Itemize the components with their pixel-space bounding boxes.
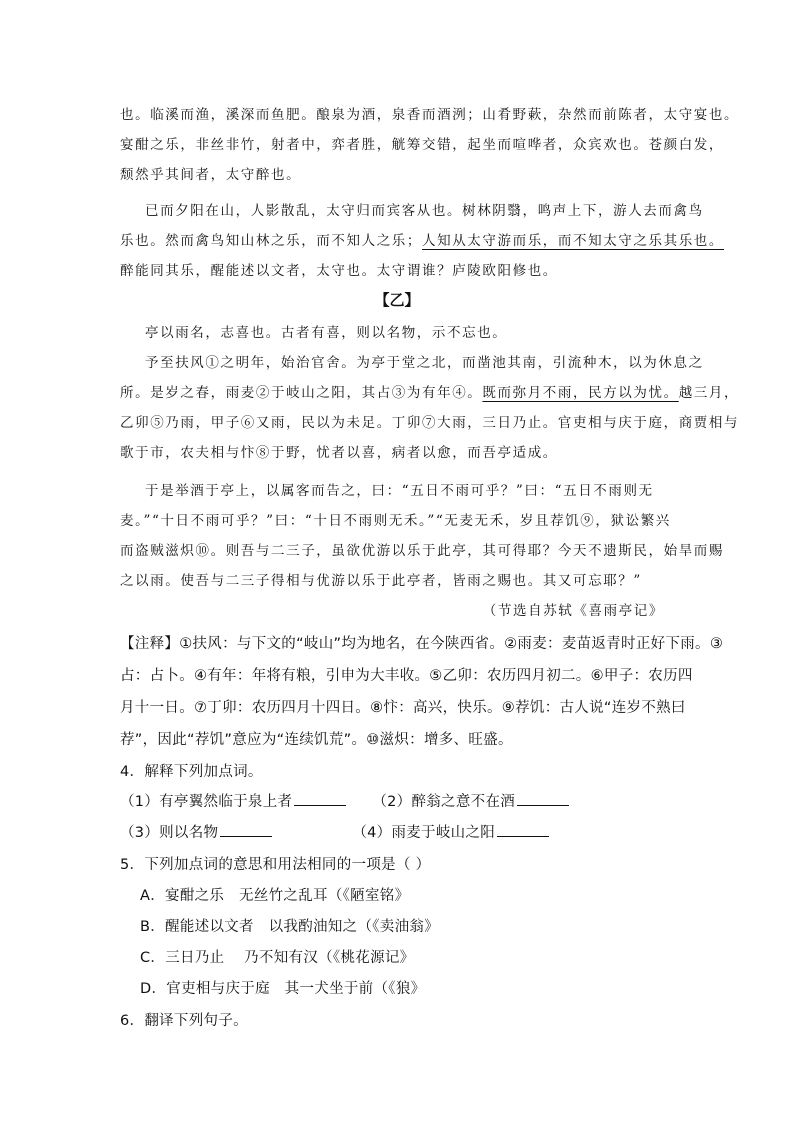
passage-source: （节选自苏轼《喜雨亭记》 [482, 603, 664, 619]
q4-item-4: （4）雨麦于岐山之阳 [352, 825, 496, 841]
passage-yi-line-8: 而盗贼滋炽⑩。则吾与二三子，虽欲优游以乐于此亭，其可得耶？今天不遗斯民，始旱而赐 [120, 543, 724, 559]
answer-blank-2[interactable] [517, 793, 569, 806]
underlined-sentence-jia: 人知从太守游而乐，而不知太守之乐其乐也。 [422, 233, 724, 249]
notes-line-4: 荐”，因此“荐饥”意应为“连续饥荒”。⑩滋炽：增多、旺盛。 [120, 732, 513, 748]
passage-yi-line-5: 歌于市，农夫相与忭⑧于野，忧者以喜，病者以愈，而吾亭适成。 [120, 445, 558, 461]
passage-jia-line-5-text: 乐也。然而禽鸟知山林之乐，而不知人之乐； [120, 233, 422, 249]
notes-line-1: 【注释】①扶风：与下文的“岐山”均为地名，在今陕西省。②雨麦：麦苗返青时正好下雨。③ [120, 636, 724, 652]
question-5-stem: 5．下列加点词的意思和用法相同的一项是（ ） [120, 857, 431, 873]
q5-option-a: A．宴酣之乐 无丝竹之乱耳（《陋室铭》 [140, 888, 410, 904]
passage-yi-line-3-tail: 越三月， [678, 385, 740, 401]
question-4-row-2 [120, 821, 549, 842]
passage-yi-line-4: 乙卯⑤乃雨，甲子⑥又雨，民以为未足。丁卯⑦大雨，三日乃止。官吏相与庆于庭，商贾相与 [120, 415, 740, 431]
passage-yi-line-7: 麦。”“十日不雨可乎？”曰：“十日不雨则无禾。”“无麦无禾，岁且荐饥⑨，狱讼繁兴 [120, 513, 671, 529]
passage-yi-line-9: 之以雨。使吾与二三子得相与优游以乐于此亭者，皆雨之赐也。其又可忘耶？” [120, 573, 642, 589]
passage-yi-line-3-text: 所。是岁之春，雨麦②于岐山之阳，其占③为有年④。 [120, 385, 483, 401]
question-4-row-1 [120, 790, 569, 811]
passage-jia-line-4: 已而夕阳在山，人影散乱，太守归而宾客从也。树林阴翳，鸣声上下，游人去而禽鸟 [145, 203, 704, 219]
answer-blank-1[interactable] [294, 793, 346, 806]
q4-item-3: （3）则以名物 [120, 825, 219, 841]
passage-jia-line-3: 颓然乎其间者，太守醉也。 [120, 167, 302, 183]
answer-blank-3[interactable] [220, 824, 272, 837]
passage-jia-line-6: 醉能同其乐，醒能述以文者，太守也。太守谓谁？庐陵欧阳修也。 [120, 263, 558, 279]
passage-yi-line-2: 予至扶风①之明年，始治官舍。为亭于堂之北，而凿池其南，引流种木，以为休息之 [145, 355, 704, 371]
question-4-stem: 4．解释下列加点词。 [120, 764, 263, 780]
notes-line-3: 月十一日。⑦丁卯：农历四月十四日。⑧忭：高兴，快乐。⑨荐饥：古人说“连岁不熟曰 [120, 700, 686, 716]
q5-option-d: D．官吏相与庆于庭 其一犬坐于前（《狼》 [140, 981, 426, 997]
passage-jia-line-1: 也。临溪而渔，溪深而鱼肥。酿泉为酒，泉香而酒洌；山肴野蔌，杂然而前陈者，太守宴也。 [120, 107, 740, 123]
q5-option-c: C．三日乃止 乃不知有汉（《桃花源记》 [140, 950, 415, 966]
passage-yi-line-1: 亭以雨名，志喜也。古者有喜，则以名物，示不忘也。 [145, 325, 508, 341]
passage-yi-line-3 [120, 381, 739, 401]
section-yi-header: 【乙】 [374, 291, 420, 309]
q4-item-1: （1）有亭翼然临于泉上者 [120, 794, 293, 810]
underlined-sentence-yi: 既而弥月不雨，民方以为忧。 [482, 385, 679, 401]
passage-jia-line-2: 宴酣之乐，非丝非竹，射者中，弈者胜，觥筹交错，起坐而喧哗者，众宾欢也。苍颜白发， [120, 137, 724, 153]
passage-jia-line-5 [120, 229, 724, 249]
q4-item-2: （2）醉翁之意不在酒 [372, 794, 516, 810]
notes-line-2: 占：占卜。④有年：年将有粮，引申为大丰收。⑤乙卯：农历四月初二。⑥甲子：农历四 [120, 668, 693, 684]
passage-yi-line-6: 于是举酒于亭上，以属客而告之，曰：“五日不雨可乎？”曰：“五日不雨则无 [145, 483, 654, 499]
answer-blank-4[interactable] [497, 824, 549, 837]
question-6-stem: 6．翻译下列句子。 [120, 1013, 248, 1029]
q5-option-b: B．醒能述以文者 以我酌油知之（《卖油翁》 [140, 919, 439, 935]
